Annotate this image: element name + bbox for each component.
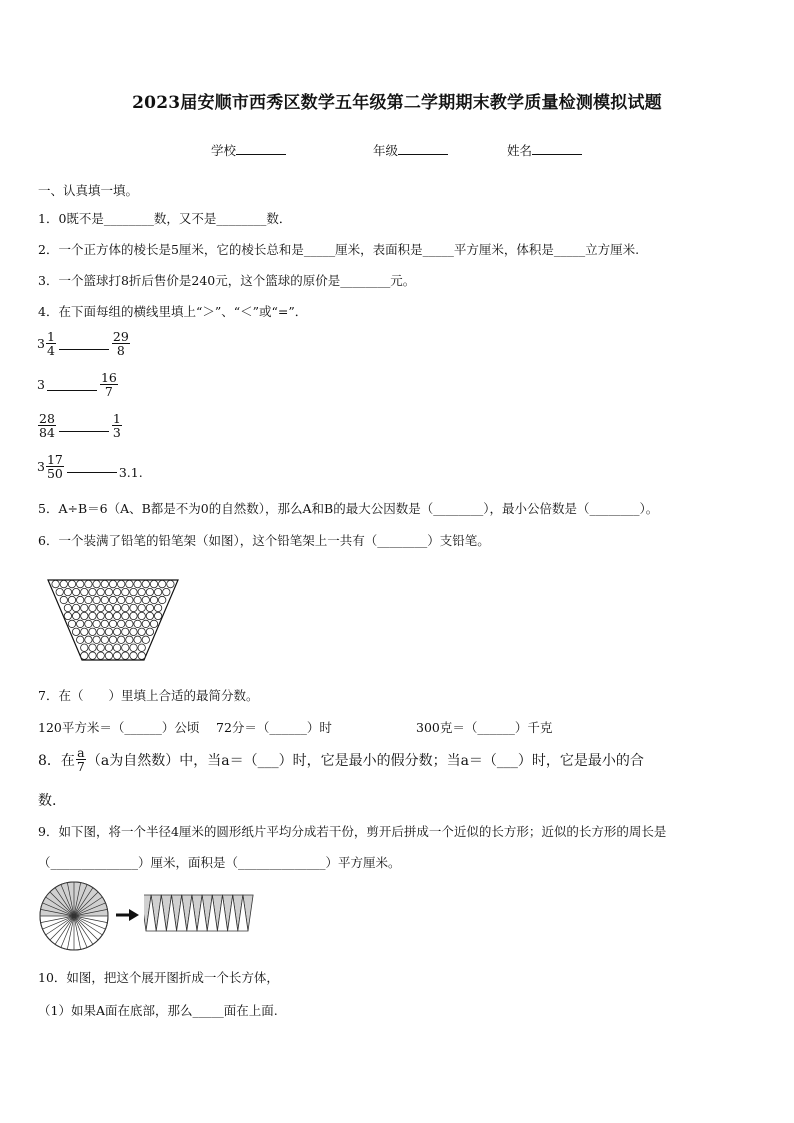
pencil-circle bbox=[64, 604, 71, 611]
pencil-circle bbox=[77, 580, 84, 587]
pencil-circle bbox=[142, 620, 149, 627]
pencil-circle bbox=[97, 588, 104, 595]
pencil-circle bbox=[68, 620, 75, 627]
pencil-circle bbox=[68, 596, 75, 603]
pencil-circle bbox=[138, 588, 145, 595]
pencil-circle bbox=[138, 612, 145, 619]
pencil-circle bbox=[130, 628, 137, 635]
name-field bbox=[507, 141, 582, 159]
question-5: 5．A÷B＝6（A、B都是不为0的自然数），那么A和B的最大公因数是（________），最小公倍数是（________）。 bbox=[38, 501, 659, 516]
pencil-circle bbox=[118, 596, 125, 603]
pencil-circle bbox=[101, 620, 108, 627]
pencil-circle bbox=[126, 636, 133, 643]
pencil-circle bbox=[130, 588, 137, 595]
pencil-circle bbox=[85, 580, 92, 587]
pencil-circle bbox=[85, 620, 92, 627]
pencil-circle bbox=[105, 652, 112, 659]
pencil-circle bbox=[72, 612, 79, 619]
school-label: 学校 bbox=[211, 143, 237, 158]
pencil-circle bbox=[122, 612, 129, 619]
question-10-part-1: （1）如果A面在底部，那么_____面在上面. bbox=[38, 1003, 278, 1018]
pencil-circle bbox=[109, 596, 116, 603]
pencil-circle bbox=[72, 604, 79, 611]
pencil-circle bbox=[89, 612, 96, 619]
pencil-circle bbox=[93, 636, 100, 643]
q8-text: （a为自然数）中，当a＝（___）时，它是最小的假分数；当a＝（___）时，它是最小的合 bbox=[86, 752, 644, 769]
fraction: $\frac{16}{7}$ bbox=[100, 370, 117, 400]
pencil-circle bbox=[150, 620, 157, 627]
question-7: 7．在（ ）里填上合适的最简分数。 bbox=[38, 688, 259, 703]
fraction: $\frac{1}{4}$ bbox=[46, 329, 55, 359]
grade-label: 年级 bbox=[373, 143, 399, 158]
pencil-circle bbox=[113, 604, 120, 611]
pencil-circle bbox=[142, 596, 149, 603]
pencil-circle bbox=[101, 636, 108, 643]
pencil-circle bbox=[89, 588, 96, 595]
grade-blank[interactable] bbox=[398, 141, 448, 155]
pencil-circle bbox=[130, 652, 137, 659]
pencil-circle bbox=[101, 580, 108, 587]
pencil-circle bbox=[81, 628, 88, 635]
compare-row-4 bbox=[37, 453, 143, 480]
pencil-circle bbox=[81, 652, 88, 659]
q7-item-b: 72分＝（______）时 bbox=[216, 720, 332, 735]
q7-item-c: 300克＝（______）千克 bbox=[416, 720, 553, 735]
pencil-circle bbox=[85, 596, 92, 603]
pencil-circle bbox=[77, 596, 84, 603]
pencil-circle bbox=[142, 580, 149, 587]
arrow-right-icon bbox=[116, 908, 140, 922]
pencil-circle bbox=[122, 644, 129, 651]
question-6: 6．一个装满了铅笔的铅笔架（如图），这个铅笔架上一共有（________）支铅笔。 bbox=[38, 533, 490, 548]
name-blank[interactable] bbox=[532, 141, 582, 155]
pencil-circle bbox=[72, 588, 79, 595]
compare-blank[interactable] bbox=[67, 472, 117, 473]
pencil-circle bbox=[146, 604, 153, 611]
pencil-circle bbox=[118, 580, 125, 587]
pencil-circle bbox=[89, 604, 96, 611]
pencil-circle bbox=[142, 636, 149, 643]
pencil-circle bbox=[97, 628, 104, 635]
pencil-circle bbox=[150, 596, 157, 603]
pencil-circle bbox=[60, 596, 67, 603]
school-blank[interactable] bbox=[236, 141, 286, 155]
pencil-circle bbox=[118, 636, 125, 643]
pencil-circle bbox=[89, 644, 96, 651]
pencil-circle bbox=[81, 644, 88, 651]
question-1: 1．0既不是________数，又不是________数． bbox=[38, 211, 292, 226]
question-9-line-1: 9．如下图，将一个半径4厘米的圆形纸片平均分成若干份，剪开后拼成一个近似的长方形；近似的长方形的周长是 bbox=[38, 824, 667, 839]
pencil-circle bbox=[105, 612, 112, 619]
pencil-circle bbox=[64, 612, 71, 619]
question-4: 4．在下面每组的横线里填上“＞”、“＜”或“=”． bbox=[38, 304, 308, 319]
mixed-whole: 3 bbox=[37, 459, 45, 475]
pencil-circle bbox=[93, 620, 100, 627]
pencil-circle bbox=[167, 580, 174, 587]
pencil-circle bbox=[126, 596, 133, 603]
pencil-circle bbox=[77, 636, 84, 643]
decimal-value: 3.1. bbox=[118, 465, 143, 481]
pencil-circle bbox=[150, 580, 157, 587]
q8-continuation: 数. bbox=[38, 793, 57, 809]
pencil-circle bbox=[122, 604, 129, 611]
q8-prefix: 8．在 bbox=[38, 752, 75, 769]
pencil-circle bbox=[105, 628, 112, 635]
compare-blank[interactable] bbox=[47, 390, 97, 391]
name-label: 姓名 bbox=[507, 143, 533, 158]
pencil-circle bbox=[81, 612, 88, 619]
pencil-circle bbox=[113, 612, 120, 619]
compare-row-1 bbox=[37, 330, 131, 357]
pencil-circle bbox=[97, 604, 104, 611]
pencil-circle bbox=[113, 628, 120, 635]
pencil-circle bbox=[89, 628, 96, 635]
pencil-circle bbox=[118, 620, 125, 627]
pencil-circle bbox=[154, 588, 161, 595]
pencil-circle bbox=[154, 604, 161, 611]
fraction: $\frac{17}{50}$ bbox=[46, 452, 63, 482]
pencil-circle bbox=[85, 636, 92, 643]
fraction: $\frac{1}{3}$ bbox=[112, 411, 121, 441]
pencil-circle bbox=[134, 620, 141, 627]
pencil-circle bbox=[134, 580, 141, 587]
compare-blank[interactable] bbox=[59, 431, 109, 432]
pencil-circle bbox=[159, 596, 166, 603]
pencil-circle bbox=[64, 588, 71, 595]
pencil-circle bbox=[146, 588, 153, 595]
pencil-circle bbox=[138, 628, 145, 635]
pencil-circle bbox=[138, 644, 145, 651]
pencil-circle bbox=[105, 644, 112, 651]
pencil-circle bbox=[56, 588, 63, 595]
mixed-whole: 3 bbox=[37, 336, 45, 352]
pencil-circle bbox=[68, 580, 75, 587]
pencil-circle bbox=[126, 580, 133, 587]
pencil-circle bbox=[97, 652, 104, 659]
pencil-circle bbox=[122, 588, 129, 595]
grade-field bbox=[373, 141, 448, 159]
pencil-circle bbox=[154, 612, 161, 619]
pencil-circle bbox=[105, 604, 112, 611]
school-field bbox=[211, 141, 286, 159]
pencil-circle bbox=[97, 644, 104, 651]
divided-circle-figure bbox=[38, 880, 110, 952]
whole-number: 3 bbox=[37, 377, 45, 393]
approx-rectangle-figure bbox=[144, 893, 256, 933]
pencil-circle bbox=[81, 588, 88, 595]
pencil-circle bbox=[113, 644, 120, 651]
question-10: 10．如图，把这个展开图折成一个长方体， bbox=[38, 970, 279, 985]
pencil-circle bbox=[93, 596, 100, 603]
question-8 bbox=[38, 746, 644, 773]
pencil-circle bbox=[159, 580, 166, 587]
pencil-holder-figure bbox=[44, 576, 184, 664]
pencil-circle bbox=[105, 588, 112, 595]
pencil-circle bbox=[81, 604, 88, 611]
pencil-circle bbox=[109, 580, 116, 587]
question-2: 2．一个正方体的棱长是5厘米，它的棱长总和是_____厘米，表面积是_____平方厘米，体积是_____立方厘米. bbox=[38, 242, 640, 257]
section-heading: 一、认真填一填。 bbox=[38, 183, 139, 198]
pencil-circle bbox=[130, 612, 137, 619]
pencil-circle bbox=[134, 596, 141, 603]
fraction: $\frac{29}{8}$ bbox=[112, 329, 129, 359]
question-3: 3．一个篮球打8折后售价是240元，这个篮球的原价是________元。 bbox=[38, 273, 416, 288]
pencil-circle bbox=[163, 588, 170, 595]
pencil-circle bbox=[122, 652, 129, 659]
fraction: $\frac{28}{84}$ bbox=[39, 411, 55, 441]
pencil-circle bbox=[122, 628, 129, 635]
page-title: 2023届安顺市西秀区数学五年级第二学期期末教学质量检测模拟试题 bbox=[132, 93, 662, 113]
pencil-circle bbox=[72, 628, 79, 635]
compare-row-3 bbox=[37, 412, 123, 439]
pencil-circle bbox=[77, 620, 84, 627]
pencil-circle bbox=[146, 612, 153, 619]
pencil-circle bbox=[109, 620, 116, 627]
pencil-circle bbox=[97, 612, 104, 619]
q7-item-a: 120平方米＝（______）公顷 bbox=[38, 720, 200, 735]
pencil-circle bbox=[93, 580, 100, 587]
pencil-circle bbox=[138, 604, 145, 611]
pencil-circle bbox=[60, 580, 67, 587]
pencil-circle bbox=[130, 604, 137, 611]
pencil-circle bbox=[138, 652, 145, 659]
pencil-circle bbox=[113, 652, 120, 659]
pencil-circle bbox=[89, 652, 96, 659]
pencil-circle bbox=[109, 636, 116, 643]
question-9-line-2: （______________）厘米，面积是（______________）平方厘米。 bbox=[38, 855, 401, 870]
fraction: $\frac{a}{7}$ bbox=[76, 745, 85, 775]
pencil-circle bbox=[101, 596, 108, 603]
pencil-circle bbox=[52, 580, 59, 587]
pencil-circle bbox=[130, 644, 137, 651]
pencil-circle bbox=[146, 628, 153, 635]
compare-row-2 bbox=[37, 371, 119, 398]
compare-blank[interactable] bbox=[59, 349, 109, 350]
pencil-circle bbox=[126, 620, 133, 627]
pencil-circle bbox=[113, 588, 120, 595]
pencil-circle bbox=[134, 636, 141, 643]
